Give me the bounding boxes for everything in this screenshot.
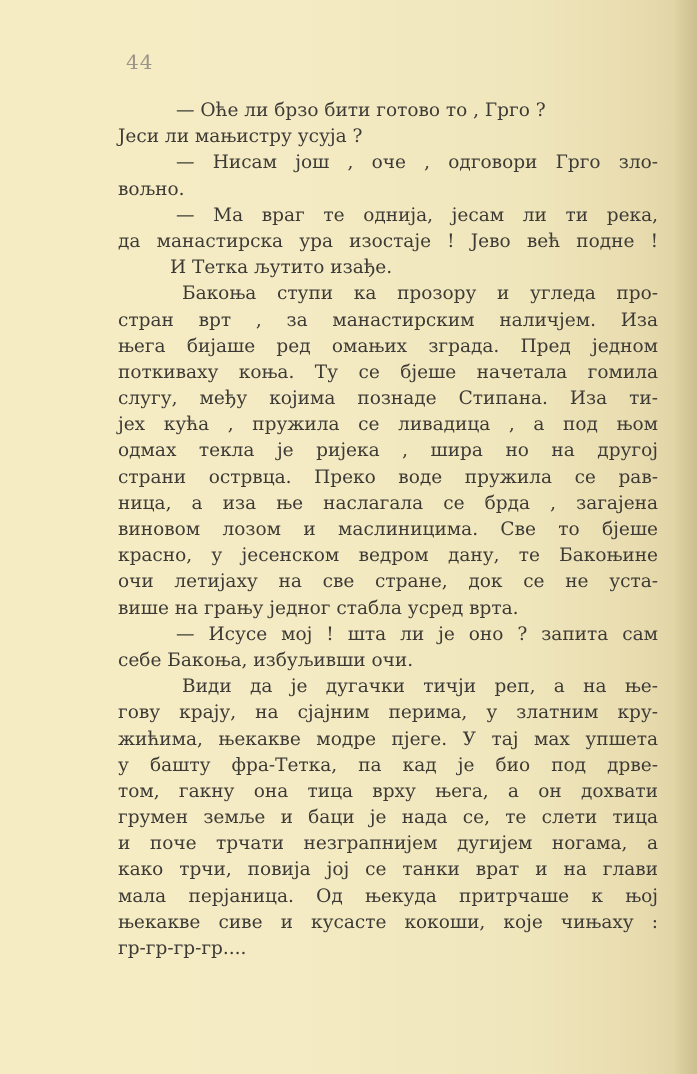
text-line: у башту фра-Тетка, па кад је био под дрве- <box>118 754 658 776</box>
text-line: — Ма враг те однија, јесам ли ти река, <box>176 204 658 226</box>
text-line: гову крају, на сјајним перима, у златним кру- <box>118 702 658 724</box>
text-line: да манастирска ура изостаје ! Јево већ подне ! <box>118 230 658 252</box>
page-edge-shadow <box>673 0 697 1074</box>
text-line: поткиваху коња. Ту се бјеше начетала гомила <box>118 361 658 383</box>
text-line: стран врт , за манастирским наличјем. Иза <box>118 309 658 331</box>
text-line: одмах текла је ријека , шира но на другој <box>118 440 658 462</box>
text-line: грумен земље и баци је нада се, те слети тица <box>118 807 658 829</box>
text-line: страни острвца. Преко воде пружила се рав- <box>118 466 658 488</box>
text-line: вољно. <box>118 178 185 200</box>
text-line: слугу, међу којима познаде Стипана. Иза ти- <box>118 388 658 410</box>
text-line: јех кућа , пружила се ливадица , а под њом <box>118 414 658 436</box>
text-line: ница, а иза ње наслагала се брда , загаjена <box>118 492 658 514</box>
text-line: мала перјаница. Од њекуда притрчаше к њој <box>118 885 658 907</box>
text-line: виновом лозом и маслиницима. Све то бјеше <box>118 519 658 540</box>
text-line: Види да је дугачки тичји реп, а на ње- <box>182 676 658 698</box>
text-line: Бакоња ступи ка прозору и угледа про- <box>182 283 658 305</box>
text-line: очи летијаху на све стране, док се не уста- <box>118 571 658 593</box>
text-line: — Оће ли брзо бити готово то , Грго ? <box>176 100 546 121</box>
text-line: — Исусе мој ! шта ли је оно ? запита сам <box>176 623 658 645</box>
text-line: њега бијаше ред омањих зграда. Пред једном <box>118 335 658 357</box>
text-line: И Тетка љутито изађе. <box>170 257 393 279</box>
text-line: Јеси ли мањистру усуја ? <box>118 126 363 148</box>
text-line: и поче трчати незграпнијем дугијем ногама, а <box>118 833 658 855</box>
page-number: 44 <box>126 50 154 74</box>
text-line: — Нисам још , оче , одговори Грго зло- <box>176 152 658 174</box>
text-line: њекакве сиве и кусасте кокоши, које чињаху : <box>118 911 658 933</box>
text-line: гр-гр-гр-гр.... <box>118 938 247 959</box>
text-line: више на грању једног стабла усред врта. <box>118 597 519 619</box>
text-line: себе Бакоња, избуљивши очи. <box>118 649 414 671</box>
body-text <box>118 98 658 962</box>
text-line: красно, у јесенском ведром дану, те Бакоњине <box>118 545 658 567</box>
text-line: жићима, њекакве модре пјеге. У тај мах упшета <box>118 728 658 750</box>
text-line: како трчи, повија јој се танки врат и на глави <box>118 859 658 881</box>
text-line: том, гакну она тица врху њега, а он дохвати <box>118 780 658 802</box>
